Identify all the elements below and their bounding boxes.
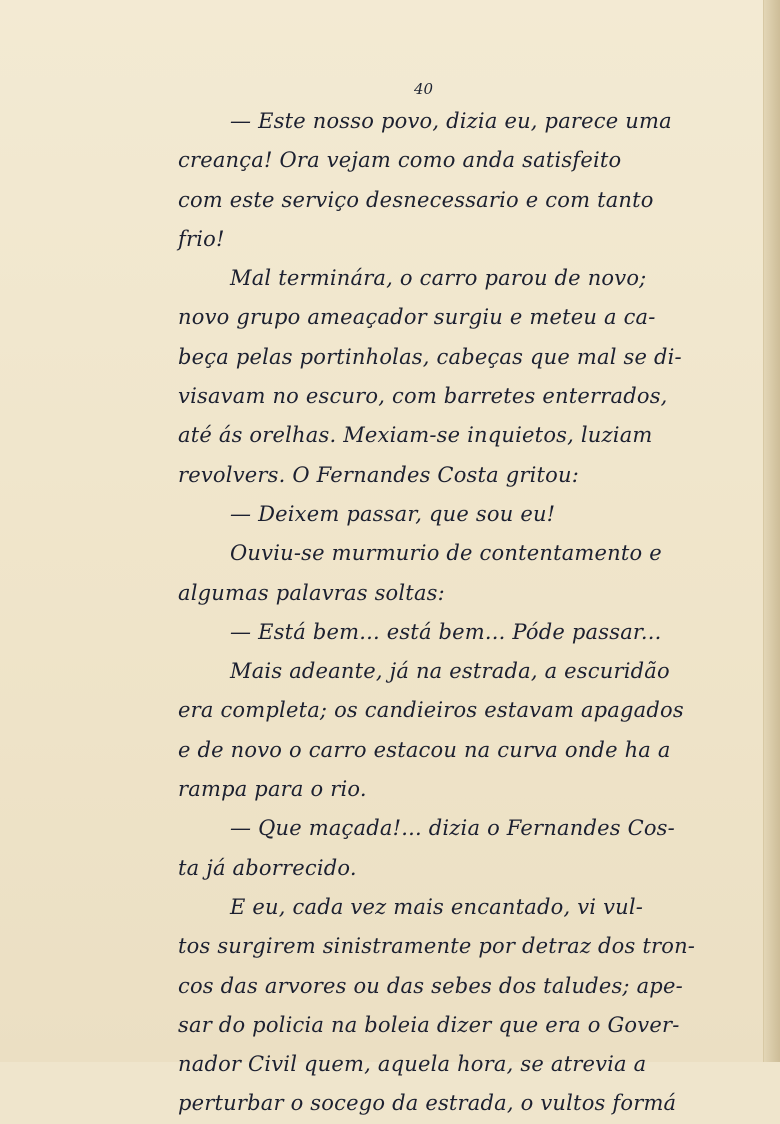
handwritten-text [178,102,698,1124]
text-line: novo grupo ameaçador surgiu e meteu a ca- [178,305,656,330]
text-line: sar do policia na boleia dizer que era o Gover- [178,1012,680,1037]
text-line: com este serviço desnecessario e com tanto [178,187,654,212]
text-line: creança! Ora vejam como anda satisfeito [178,148,622,173]
text-line: perturbar o socego da estrada, o vultos formá [178,1091,677,1116]
text-line: — Este nosso povo, dizia eu, parece uma [230,109,672,133]
text-line: Mais adeante, já na estrada, a escuridão [230,659,670,684]
text-line: Mal terminára, o carro parou de novo; [230,266,647,291]
page-number: 40 [414,80,434,98]
text-line: tos surgirem sinistramente por detraz dos tron- [178,934,696,959]
text-line: visavam no escuro, com barretes enterrados, [178,384,668,409]
text-line: frio! [178,226,225,251]
text-line: ta já aborrecido. [178,855,357,880]
text-line: E eu, cada vez mais encantado, vi vul- [230,894,644,919]
text-line: algumas palavras soltas: [178,580,445,605]
text-line: nador Civil quem, aquela hora, se atrevia a [178,1052,647,1077]
text-line: — Que maçada!... dizia o Fernandes Cos- [230,816,675,841]
text-line: rampa para o rio. [178,777,367,802]
text-line: cos das arvores ou das sebes dos taludes; ape- [178,973,683,998]
text-line: beça pelas portinholas, cabeças que mal se di- [178,344,682,369]
text-line: — Deixem passar, que sou eu! [230,501,556,526]
text-line: Ouviu-se murmurio de contentamento e [230,541,662,566]
text-line: revolvers. O Fernandes Costa gritou: [178,462,580,487]
page-edge [763,0,780,1062]
text-line: — Está bem... está bem... Póde passar... [230,619,662,644]
text-line: era completa; os candieiros estavam apagados [178,698,684,723]
text-line: até ás orelhas. Mexiam-se inquietos, luziam [178,423,653,448]
text-line: e de novo o carro estacou na curva onde ha a [178,737,671,762]
